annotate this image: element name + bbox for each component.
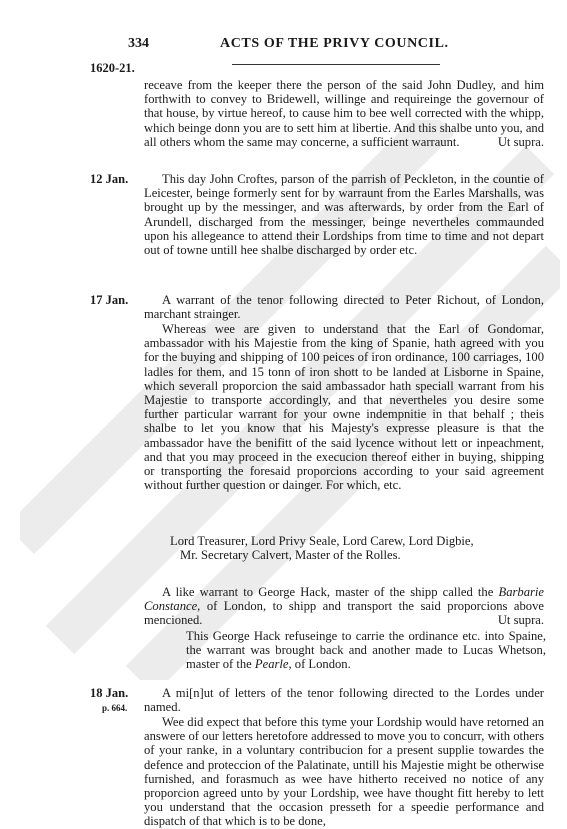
date-12-jan: 12 Jan. xyxy=(90,172,129,186)
letter-body: Wee did expect that before this tyme your Lordship would have retorned an answere of our letters heretofore addressed to move you to concurr, with others of your ranke, in a voluntary contribucion for a present supplie towardes the defence and proteccion of the Palatinate, untill his Majestie might be otherwise furnished, and forasmuch as wee have hitherto received no notice of any proporcion agreed unto by your Lordship, wee have thought fitt hereby to lett you understand that the occasion presseth for a speedie performance and dispatch of that which is to be done, xyxy=(144,715,544,829)
ship-name-pearle: Pearle xyxy=(254,657,289,672)
ut-supra-1: Ut supra. xyxy=(497,134,544,149)
page-header xyxy=(0,36,567,56)
running-title: ACTS OF THE PRIVY COUNCIL. xyxy=(220,36,449,51)
page-number: 334 xyxy=(128,36,149,51)
like-warrant-post: , of London, to shipp and transport the said proporcions above mencioned. xyxy=(144,599,544,628)
hack-note-post: , of London. xyxy=(288,657,351,672)
like-warrant-pre: A like warrant to George Hack, master of the shipp called the xyxy=(162,585,494,599)
header-rule xyxy=(232,64,440,65)
date-17-jan: 17 Jan. xyxy=(90,293,129,307)
entry-continuation xyxy=(144,78,544,149)
date-18-jan-label: 18 Jan. xyxy=(90,686,129,700)
like-warrant xyxy=(144,585,544,628)
hack-note-pre: This George Hack refuseinge to carrie the ordinance etc. into Spaine, the warrant was brought back and another made to Lucas Whetson, master of the xyxy=(186,629,546,672)
entry-18-jan-intro: A mi[n]ut of letters of the tenor following directed to the Lordes under named. xyxy=(144,686,544,715)
entry-12-jan-text: This day John Croftes, parson of the parrish of Peckleton, in the countie of Leicester, beinge formerly sent for by warraunt from the Earles Marshalls, was brought up by the messinger, and was afterwards, by order from the Earl of Arundell, discharged from the messinger, beinge nevertheles commaunded upon his allegeance to attend their Lordships from time to time and not depart out of towne untill hee shalbe discharged by order etc. xyxy=(144,172,544,258)
signatories-line-2: Mr. Secretary Calvert, Master of the Rolles. xyxy=(180,548,401,563)
year-note: 1620-21. xyxy=(90,61,135,75)
ship-name-barbarie-constance: Barbarie Constance xyxy=(144,585,544,614)
date-18-jan xyxy=(90,686,128,716)
entry-continuation-text: receave from the keeper there the person of the said John Dudley, and him forthwith to convey to Bridewell, willinge and requireinge the governour of that house, by virtue hereof, to cause him to bee well corrected with the whipp, which beinge donn you are to sett him at libertie. And this shalbe unto you, and all others whom the same may concerne, a sufficient warraunt. xyxy=(144,78,544,149)
warrant-body: Whereas wee are given to understand that the Earl of Gondomar, ambassador with his Majestie from the king of Spanie, hath agreed with you for the buying and shipping of 100 peices of iron ordinance, 100 carriages, 100 ladles for them, and 15 tonn of iron shott to be landed at Lisborne in Spaine, which severall proporcion the said ambassador hath speciall warrant from his Majestie to transporte accordingly, and that nevertheles you desire some further particular warrant for your owne indempnitie in that behalf ; theis shalbe to let you know that his Majesty's expresse pleasure is that the ambassador have the benifitt of the said lycence without lett or inpeachment, and that you may proceed in the execucion thereof either in buying, shipping or transporting the foresaid proporcions according to your said agreement without further question or dainger. For which, etc. xyxy=(144,322,544,493)
entry-17-jan-intro: A warrant of the tenor following directed to Peter Richout, of London, marchant strainger. xyxy=(144,293,544,322)
hack-note xyxy=(186,629,546,672)
signatories-line-1: Lord Treasurer, Lord Privy Seale, Lord Carew, Lord Digbie, xyxy=(170,534,474,548)
signatories xyxy=(170,534,550,562)
ut-supra-2: Ut supra. xyxy=(497,613,544,628)
page-reference: p. 664. xyxy=(102,703,128,713)
